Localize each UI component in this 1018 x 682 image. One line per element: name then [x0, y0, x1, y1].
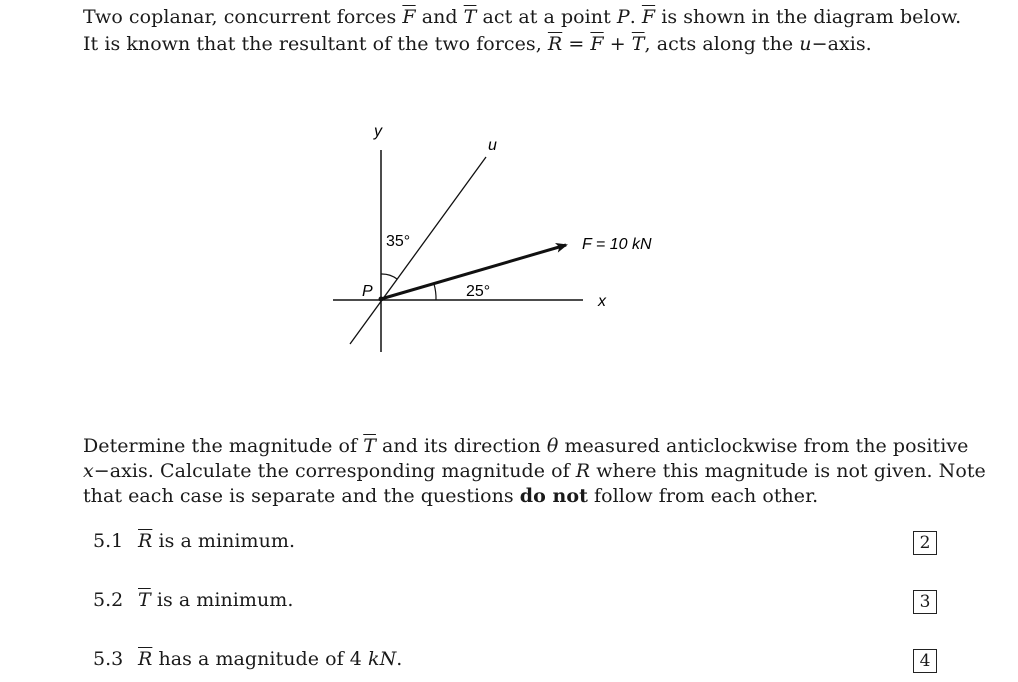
- point-P: P: [616, 6, 630, 28]
- instructions-text: −axis. Calculate the corresponding magnitude of: [93, 460, 576, 482]
- instructions-line-1: [83, 434, 968, 459]
- plus-sign: +: [603, 33, 632, 55]
- intro-text: act at a point: [476, 6, 617, 28]
- intro-text: .: [629, 6, 642, 28]
- vector-F: $\overline{F}$: [590, 33, 604, 55]
- x-axis-label: x: [598, 293, 606, 310]
- question-text: [138, 529, 295, 554]
- vector-F: $\overline{F}$: [402, 6, 416, 28]
- question-text: [138, 647, 402, 672]
- instructions-text: where this magnitude is not given. Note: [590, 460, 986, 482]
- question-body: is a minimum.: [152, 530, 296, 552]
- marks-box: 2: [913, 531, 937, 555]
- vector-T: $\overline{T}$: [138, 589, 151, 611]
- instructions-line-2: [83, 459, 986, 484]
- instructions-text: follow from each other.: [587, 485, 819, 507]
- R-symbol: R: [575, 460, 591, 482]
- question-text: [138, 588, 293, 613]
- force-label: F = 10 kN: [582, 236, 652, 253]
- instructions-line-3: [83, 484, 818, 509]
- angle-arc-35: [381, 274, 397, 279]
- equals-sign: =: [562, 33, 591, 55]
- vector-R: $\overline{R}$: [138, 648, 153, 670]
- emphasis-do-not: do not: [519, 485, 588, 507]
- instructions-text: measured anticlockwise from the positive: [558, 435, 969, 457]
- intro-text: −axis.: [811, 33, 872, 55]
- intro-text: , acts along the: [644, 33, 800, 55]
- question-number: 5.1: [93, 530, 124, 552]
- angle-label-35: 35°: [386, 233, 411, 250]
- vector-T: $\overline{T}$: [631, 33, 645, 55]
- question-number: 5.2: [93, 589, 124, 611]
- vector-T: $\overline{T}$: [463, 6, 477, 28]
- intro-text: Two coplanar, concurrent forces: [83, 6, 403, 28]
- point-P-label: P: [362, 283, 373, 300]
- instructions-text: and its direction: [375, 435, 547, 457]
- intro-text: It is known that the resultant of the two forces,: [83, 33, 548, 55]
- vector-R: $\overline{R}$: [138, 530, 153, 552]
- question-number: 5.3: [93, 648, 124, 670]
- intro-text: is shown in the diagram below.: [655, 6, 962, 28]
- vector-R: $\overline{R}$: [547, 33, 563, 55]
- angle-arc-25: [434, 284, 436, 300]
- vector-F: $\overline{F}$: [641, 6, 656, 28]
- marks-box: 3: [913, 590, 937, 614]
- y-axis-label: y: [374, 123, 382, 140]
- u-axis-symbol: u: [799, 33, 812, 55]
- instructions-text: that each case is separate and the questions: [83, 485, 520, 507]
- question-body: is a minimum.: [150, 589, 294, 611]
- marks-box: 4: [913, 649, 937, 673]
- unit-kN: kN: [368, 648, 397, 670]
- angle-label-25: 25°: [466, 283, 491, 300]
- question-body: has a magnitude of 4: [152, 648, 368, 670]
- intro-text: and: [415, 6, 464, 28]
- instructions-text: Determine the magnitude of: [83, 435, 364, 457]
- x-axis-symbol: x: [83, 460, 94, 482]
- point-P-dot: [379, 297, 384, 302]
- question-body: .: [396, 648, 403, 670]
- theta-symbol: θ: [546, 435, 559, 457]
- u-axis-line: [350, 157, 486, 344]
- vector-T: $\overline{T}$: [363, 435, 376, 457]
- u-axis-label: u: [488, 137, 497, 154]
